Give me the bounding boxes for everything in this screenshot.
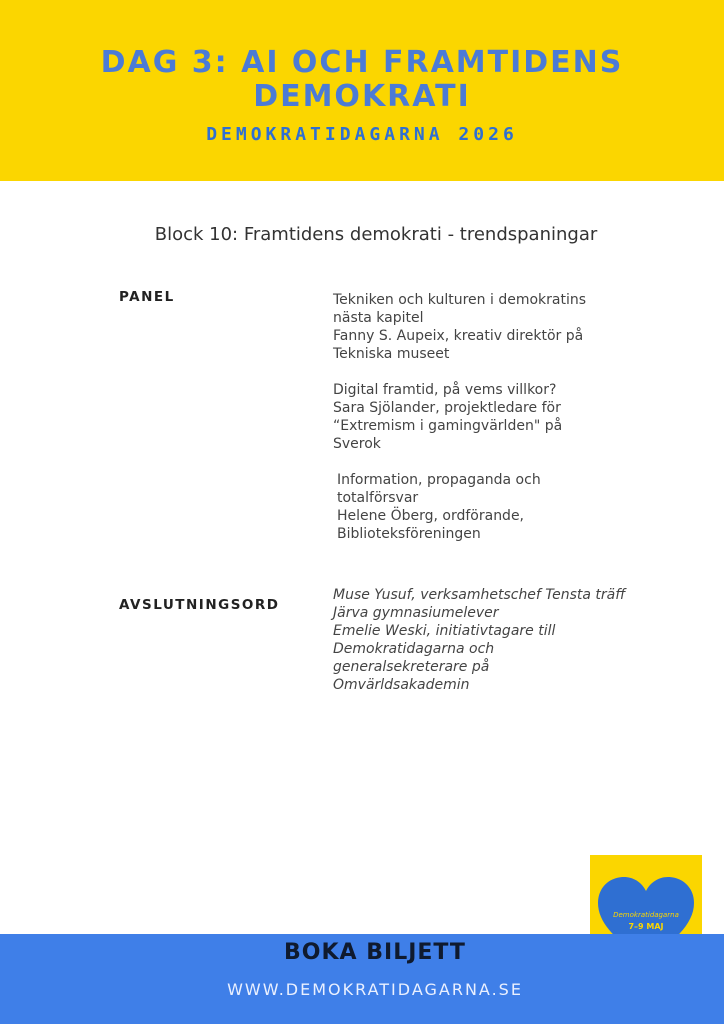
logo-text-1: Demokratidagarna [613, 911, 679, 919]
panel-item-3 [337, 471, 627, 543]
title-line-2: DEMOKRATI [253, 79, 471, 114]
panel-item-3-line: Information, propaganda och [337, 472, 541, 488]
panel-item-1-line: Fanny S. Aupeix, kreativ direktör på [333, 328, 584, 344]
panel-item-1-line: nästa kapitel [333, 310, 424, 326]
panel-item-1 [333, 291, 623, 363]
panel-item-3-line: Biblioteksföreningen [337, 526, 481, 542]
panel-item-2-line: Sara Sjölander, projektledare för [333, 400, 561, 416]
logo-text-2: 7–9 MAJ [628, 922, 664, 931]
title-line-1: DAG 3: AI OCH FRAMTIDENS [100, 45, 624, 80]
closing-line: Omvärldsakademin [333, 677, 470, 693]
closing-line: generalsekreterare på [333, 659, 490, 675]
panel-item-2-line: “Extremism i gamingvärlden" på [333, 418, 563, 434]
panel-item-1-line: Tekniska museet [333, 346, 450, 362]
panel-item-1-line: Tekniken och kulturen i demokratins [333, 292, 587, 308]
closing-line: Demokratidagarna och [333, 641, 495, 657]
closing-list [333, 586, 626, 694]
event-subtitle: DEMOKRATIDAGARNA 2026 [206, 124, 518, 145]
panel-label: PANEL [119, 289, 175, 305]
website-link[interactable]: WWW.DEMOKRATIDAGARNA.SE [227, 980, 523, 999]
closing-line: Muse Yusuf, verksamhetschef Tensta träff [333, 587, 626, 603]
book-ticket-button[interactable]: BOKA BILJETT [284, 940, 466, 965]
panel-item-2-line: Sverok [333, 436, 381, 452]
panel-item-2-line: Digital framtid, på vems villkor? [333, 382, 557, 398]
block-title: Block 10: Framtidens demokrati - trendspaningar [154, 224, 598, 245]
closing-label: AVSLUTNINGSORD [119, 597, 280, 613]
panel-item-3-line: Helene Öberg, ordförande, [337, 508, 525, 524]
panel-item-2 [333, 381, 623, 453]
closing-line: Järva gymnasiumelever [333, 605, 499, 621]
panel-item-3-line: totalförsvar [337, 490, 419, 506]
page-title [0, 46, 724, 114]
closing-line: Emelie Weski, initiativtagare till [333, 623, 556, 639]
